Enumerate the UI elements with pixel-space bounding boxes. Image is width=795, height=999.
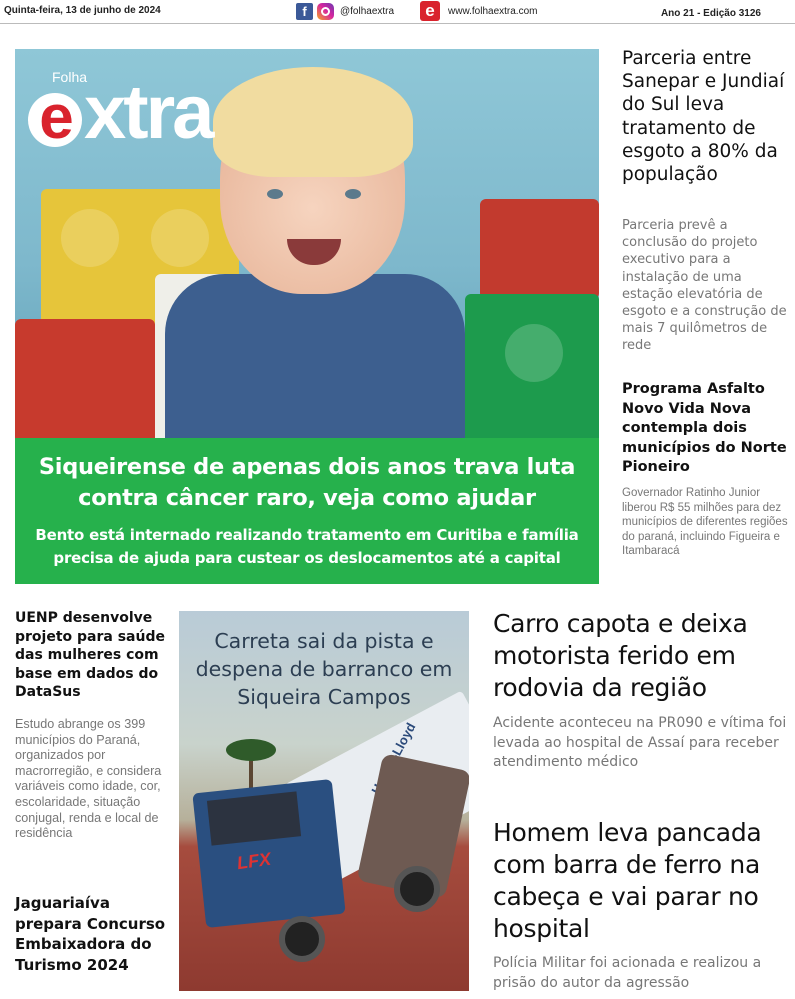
site-link (420, 1, 537, 21)
story-carro-capota-title[interactable]: Carro capota e deixa motorista ferido em rodovia da região (493, 609, 748, 702)
child-eye-left (267, 189, 283, 199)
main-story-subhead: Bento está internado realizando tratamento em Curitiba e família precisa de ajuda para custear os deslocamentos até a capital (35, 526, 579, 567)
toy-block-green (465, 294, 599, 438)
truck-wheel (394, 866, 440, 912)
folhaextra-icon[interactable]: e (420, 1, 440, 21)
palm-leaves (226, 739, 276, 761)
truck-wheel (279, 916, 325, 962)
logo-e: e (28, 93, 82, 147)
story-barra-ferro-title[interactable]: Homem leva pancada com barra de ferro na cabeça e vai parar no hospital (493, 818, 762, 943)
main-story-photo[interactable] (15, 49, 599, 438)
story-barra-ferro-summary: Polícia Militar foi acionada e realizou a prisão do autor da agressão (493, 955, 762, 991)
truck-brand: LFX (235, 848, 273, 874)
folha-extra-logo (28, 67, 268, 157)
issue-date: Quinta-feira, 13 de junho de 2024 (4, 5, 161, 16)
top-bar (0, 0, 795, 24)
social-links (296, 1, 394, 21)
story-asfalto-title[interactable]: Programa Asfalto Novo Vida Nova contempla dois municípios do Norte Pioneiro (622, 381, 787, 476)
story-uenp-title[interactable]: UENP desenvolve projeto para saúde das mulheres com base em dados do DataSus (15, 610, 165, 701)
story-sanepar-summary: Parceria prevê a conclusão do projeto executivo para a instalação de uma estação elevatória de esgoto e a construção de mais 7 quilômetros de rede (622, 218, 787, 354)
social-handle[interactable]: @folhaextra (340, 5, 395, 17)
child-eye-right (345, 189, 361, 199)
edition-number: Ano 21 - Edição 3126 (660, 8, 761, 19)
logo-folha: Folha (52, 69, 88, 85)
instagram-icon[interactable] (317, 3, 334, 20)
site-url[interactable]: www.folhaextra.com (448, 5, 538, 17)
story-jaguariaiva-title[interactable]: Jaguariaíva prepara Concurso Embaixadora do Turismo 2024 (15, 894, 166, 974)
truck-windshield (207, 791, 301, 845)
truck-photo-caption: Carreta sai da pista e despena de barranco em Siqueira Campos (195, 629, 453, 709)
toy-block-red-right (480, 199, 599, 299)
child-shirt (165, 274, 465, 438)
logo-xtra: xtra (84, 70, 212, 155)
toy-block-red-left (15, 319, 155, 438)
logo-wordmark (28, 70, 212, 155)
main-story-headline: Siqueirense de apenas dois anos trava luta contra câncer raro, veja como ajudar (38, 454, 576, 511)
story-asfalto-summary: Governador Ratinho Junior liberou R$ 55 milhões para dez municípios de diferentes regiões do paraná, incluindo Figueira e Itambaracá (622, 487, 788, 558)
story-carro-capota-summary: Acidente aconteceu na PR090 e vítima foi levada ao hospital de Assaí para receber atendimento médico (493, 715, 787, 770)
truck-accident-photo[interactable] (179, 611, 469, 991)
story-uenp-summary: Estudo abrange os 399 municípios do Paraná, organizados por macrorregião, e considera variáveis como idade, cor, escolaridade, situação conjugal, renda e local de residência (15, 717, 162, 841)
main-story-caption[interactable] (15, 438, 599, 584)
story-sanepar-title[interactable]: Parceria entre Sanepar e Jundiaí do Sul leva tratamento de esgoto a 80% da população (622, 48, 785, 186)
facebook-icon[interactable]: f (296, 3, 313, 20)
